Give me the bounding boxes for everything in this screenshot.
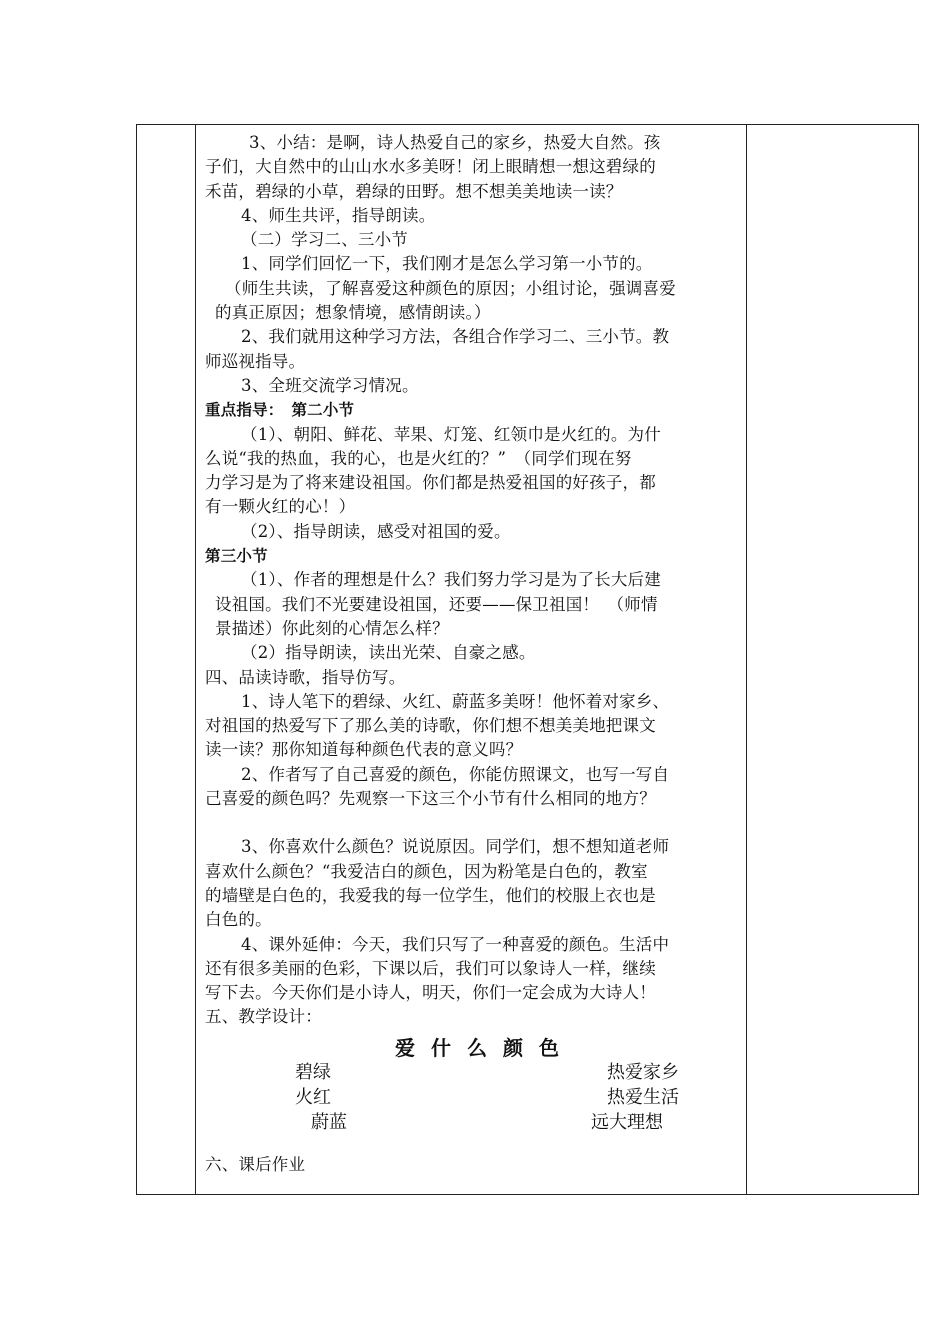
- design-meaning: 热爱家乡: [607, 1061, 679, 1083]
- text-line: 禾苗，碧绿的小草，碧绿的田野。想不想美美地读一读？: [205, 181, 623, 201]
- text-line: 3、小结：是啊，诗人热爱自己的家乡，热爱大自然。孩: [249, 133, 661, 152]
- text-line: 写下去。今天你们是小诗人，明天，你们一定会成为大诗人！: [205, 983, 656, 1003]
- lesson-table: [136, 124, 919, 1195]
- text-line: 2、我们就用这种学习方法，各组合作学习二、三小节。教: [241, 327, 670, 347]
- text-line: 白色的。: [205, 910, 272, 930]
- text-line: （1）、作者的理想是什么？我们努力学习是为了长大后建: [241, 570, 661, 590]
- text-line: 2、作者写了自己喜爱的颜色，你能仿照课文，也写一写自: [241, 764, 670, 784]
- design-color: 火红: [295, 1086, 331, 1108]
- section-heading: （二）学习二、三小节: [241, 230, 408, 250]
- design-row: [205, 1108, 747, 1133]
- text-line: 喜欢什么颜色？“我爱洁白的颜色，因为粉笔是白色的，教室: [205, 861, 648, 881]
- design-color: 蔚蓝: [311, 1111, 347, 1133]
- text-line: （师生共读，了解喜爱这种颜色的原因；小组讨论，强调喜爱: [225, 278, 676, 298]
- design-row: [205, 1083, 747, 1108]
- text-line: 么说“我的热血，我的心，也是火红的？” （同学们现在努: [205, 448, 632, 468]
- text-line: 还有很多美丽的色彩，下课以后，我们可以象诗人一样，继续: [205, 958, 656, 978]
- design-meaning: 远大理想: [591, 1111, 663, 1133]
- text-line: 子们，大自然中的山山水水多美呀！闭上眼睛想一想这碧绿的: [205, 157, 656, 177]
- text-line: 的真正原因；想象情境，感情朗读。）: [215, 303, 491, 323]
- key-guidance-heading: 重点指导： 第二小节: [205, 401, 355, 420]
- section-heading: 五、教学设计：: [205, 1007, 322, 1027]
- text-line: 1、同学们回忆一下，我们刚才是怎么学习第一小节的。: [241, 254, 653, 274]
- text-line: 景描述）你此刻的心情怎么样？: [215, 618, 449, 638]
- text-line: 力学习是为了将来建设祖国。你们都是热爱祖国的好孩子，都: [205, 473, 656, 493]
- text-line: 设祖国。我们不光要建设祖国，还要——保卫祖国！ （师情: [215, 594, 658, 614]
- lesson-content: [205, 125, 747, 1177]
- homework-heading: 六、课后作业: [205, 1154, 306, 1174]
- section-three-heading: 第三小节: [205, 547, 268, 566]
- text-line: 对祖国的热爱写下了那么美的诗歌，你们想不想美美地把课文: [205, 716, 656, 736]
- design-meaning: 热爱生活: [607, 1086, 679, 1108]
- text-line: 4、师生共评，指导朗读。: [241, 205, 436, 225]
- design-row: [205, 1058, 747, 1083]
- design-title-text: 爱什么颜色: [395, 1035, 575, 1060]
- section-heading: 四、品读诗歌，指导仿写。: [205, 667, 406, 687]
- text-line: 4、课外延伸：今天，我们只写了一种喜爱的颜色。生活中: [241, 934, 670, 954]
- text-line: 3、全班交流学习情况。: [241, 375, 419, 395]
- text-line: 读一读？那你知道每种颜色代表的意义吗？: [205, 740, 523, 760]
- design-title: [205, 1030, 747, 1058]
- text-line: 1、诗人笔下的碧绿、火红、蔚蓝多美呀！他怀着对家乡、: [241, 691, 670, 711]
- column-divider-1: [195, 125, 196, 1194]
- text-line: 3、你喜欢什么颜色？说说原因。同学们，想不想知道老师: [241, 837, 670, 857]
- text-line: （2）指导朗读，读出光荣、自豪之感。: [241, 643, 536, 663]
- text-line: 己喜爱的颜色吗？先观察一下这三个小节有什么相同的地方？: [205, 789, 656, 809]
- text-line: 师巡视指导。: [205, 351, 306, 371]
- text-line: 有一颗火红的心！）: [205, 497, 356, 517]
- design-color: 碧绿: [295, 1061, 331, 1083]
- text-line: 的墙壁是白色的，我爱我的每一位学生，他们的校服上衣也是: [205, 885, 656, 905]
- text-line: （1）、朝阳、鲜花、苹果、灯笼、红领巾是火红的。为什: [241, 424, 661, 444]
- text-line: （2）、指导朗读，感受对祖国的爱。: [241, 521, 511, 541]
